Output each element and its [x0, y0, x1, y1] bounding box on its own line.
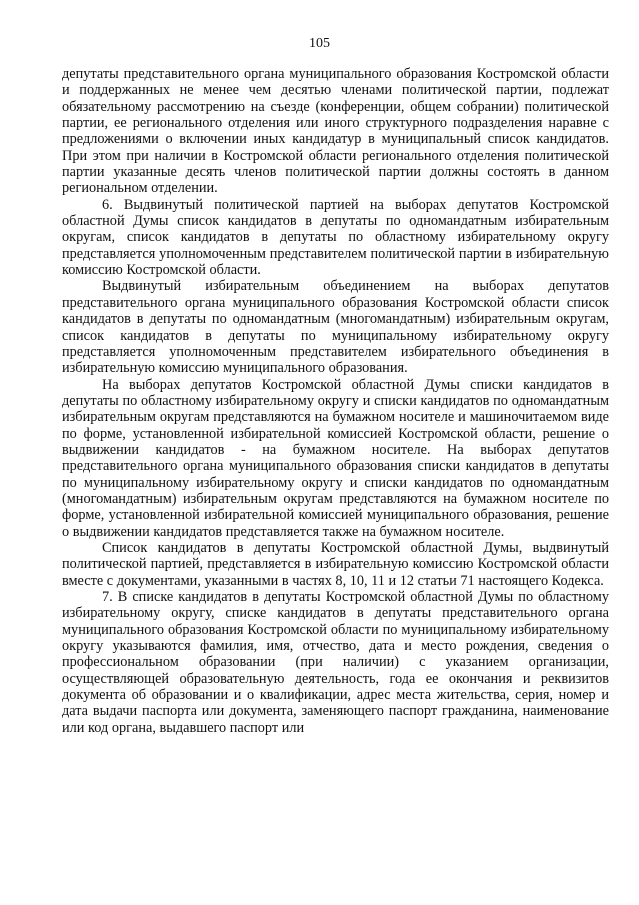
page-number: 105 [309, 36, 330, 51]
paragraph-item-7: 7. В списке кандидатов в депутаты Костромской областной Думы по областному избирательному округу, списке кандидатов в депутаты представительного органа муниципального образования Костромской области по муниципальному избирательному округу указываются фамилия, имя, отчество, дата и место рождения, сведения о профессиональном образовании (при наличии) с указанием организации, осуществляющей образовательную деятельность, года ее окончания и реквизитов документа об образовании и о квалификации, адрес места жительства, серия, номер и дата выдачи паспорта или документа, заменяющего паспорт гражданина, наименование или код органа, выдавшего паспорт или [62, 589, 609, 736]
paragraph-submission-format: На выборах депутатов Костромской областной Думы списки кандидатов в депутаты по областному избирательному округу и списки кандидатов по одномандатным избирательным округам представляются на бумажном носителе и машиночитаемом виде по форме, установленной избирательной комиссией Костромской области, решение о выдвижении кандидатов - на бумажном носителе. На выборах депутатов представительного органа муниципального образования списки кандидатов в депутаты по муниципальному избирательному округу и списки кандидатов по одномандатным (многомандатным) избирательным округам представляются на бумажном носителе по форме, установленной избирательной комиссией муниципального образования, решение о выдвижении кандидатов представляется также на бумажном носителе. [62, 376, 609, 540]
paragraph-item-6: 6. Выдвинутый политической партией на выборах депутатов Костромской областной Думы список кандидатов в депутаты по одномандатным избирательным округам, список кандидатов в депутаты по областному избирательному округу представляется уполномоченным представителем политической партии в избирательную комиссию Костромской области. [62, 196, 609, 279]
paragraph-continuation: депутаты представительного органа муниципального образования Костромской области и поддержанных не менее чем десятью членами политической партии, подлежат обязательному рассмотрению на съезде (конференции, общем собрании) политической партии, ее регионального отделения или иного структурного подразделения наравне с предложениями о включении иных кандидатур в муниципальный список кандидатов. При этом при наличии в Костромской области регионального отделения политической партии указанные десять членов политической партии должны состоять в данном региональном отделении. [62, 66, 609, 197]
document-body [62, 66, 609, 736]
paragraph-municipal-list: Выдвинутый избирательным объединением на выборах депутатов представительного органа муниципального образования Костромской области список кандидатов в депутаты по одномандатным (многомандатным) избирательным округам, список кандидатов в депутаты по муниципальному избирательному округу представляется уполномоченным представителем избирательного объединения в избирательную комиссию муниципального образования. [62, 278, 609, 377]
paragraph-documents: Список кандидатов в депутаты Костромской областной Думы, выдвинутый политической партией, представляется в избирательную комиссию Костромской области вместе с документами, указанными в частях 8, 10, 11 и 12 статьи 71 настоящего Кодекса. [62, 539, 609, 589]
